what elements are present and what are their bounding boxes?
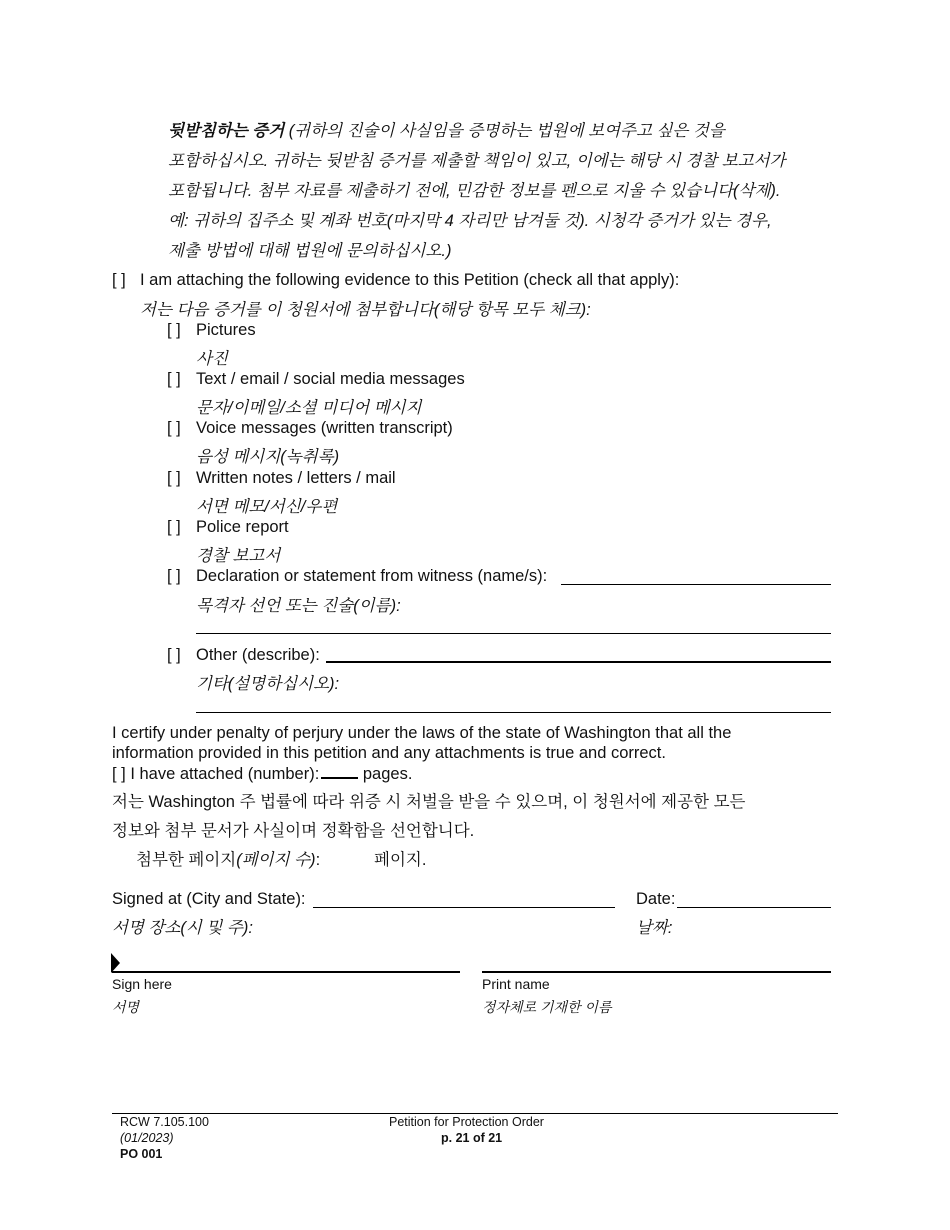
- witness-label: Declaration or statement from witness (name/s):: [196, 567, 548, 585]
- witness-name-field-line2[interactable]: [196, 633, 831, 634]
- written-notes-label: Written notes / letters / mail: [196, 469, 396, 487]
- sign-arrow-icon: [111, 953, 121, 973]
- attach-evidence-checkbox[interactable]: [ ]: [112, 271, 126, 289]
- police-report-label: Police report: [196, 518, 289, 536]
- police-report-checkbox[interactable]: [ ]: [167, 518, 181, 536]
- attach-evidence-label: I am attaching the following evidence to this Petition (check all that apply):: [140, 271, 680, 289]
- print-name-label: Print name: [482, 976, 550, 992]
- signed-at-label: Signed at (City and State):: [112, 890, 306, 908]
- date-label: Date:: [636, 890, 676, 908]
- pictures-label-ko: 사진: [196, 350, 228, 368]
- signed-at-label-ko: 서명 장소(시 및 주):: [112, 919, 253, 937]
- messages-label: Text / email / social media messages: [196, 370, 465, 388]
- certify-line1: I certify under penalty of perjury under the laws of the state of Washington that all the: [112, 724, 732, 742]
- signed-at-field[interactable]: [313, 907, 615, 908]
- witness-checkbox[interactable]: [ ]: [167, 567, 181, 585]
- other-describe-field[interactable]: [326, 661, 831, 663]
- evidence-intro-line1: 뒷받침하는 증거 (귀하의 진술이 사실임을 증명하는 법원에 보여주고 싶은 것을: [168, 122, 725, 140]
- evidence-intro-line4: 예: 귀하의 집주소 및 계좌 번호(마지막 4 자리만 남겨둘 것). 시청각 증거가 있는 경우,: [168, 212, 772, 230]
- other-describe-field-line2[interactable]: [196, 712, 831, 713]
- attach-evidence-label-ko: 저는 다음 증거를 이 청원서에 첨부합니다(해당 항목 모두 체크):: [140, 301, 591, 319]
- evidence-intro-line2: 포함하십시오. 귀하는 뒷받침 증거를 제출할 책임이 있고, 이에는 해당 시 경찰 보고서가: [168, 152, 786, 170]
- sign-here-label-ko: 서명: [112, 999, 140, 1015]
- print-name-label-ko: 정자체로 기재한 이름: [482, 999, 612, 1015]
- footer-page-number: p. 21 of 21: [441, 1131, 503, 1145]
- certify-ko-line1: 저는 Washington 주 법률에 따라 위증 시 처벌을 받을 수 있으며, 이 청원서에 제공한 모든: [112, 793, 746, 811]
- other-label: Other (describe):: [196, 646, 320, 664]
- other-checkbox[interactable]: [ ]: [167, 646, 181, 664]
- written-notes-label-ko: 서면 메모/서신/우편: [196, 498, 338, 516]
- voice-messages-label: Voice messages (written transcript): [196, 419, 453, 437]
- date-field[interactable]: [677, 907, 831, 908]
- witness-name-field[interactable]: [561, 584, 831, 585]
- other-label-ko: 기타(설명하십시오):: [196, 675, 340, 693]
- messages-checkbox[interactable]: [ ]: [167, 370, 181, 388]
- voice-messages-checkbox[interactable]: [ ]: [167, 419, 181, 437]
- evidence-intro-line5: 제출 방법에 대해 법원에 문의하십시오.): [168, 242, 452, 260]
- attached-pages-ko-label: 첨부한 페이지(페이지 수):: [136, 851, 321, 869]
- print-name-field[interactable]: [482, 971, 831, 973]
- footer-rcw: RCW 7.105.100: [120, 1115, 209, 1129]
- attached-pages-label: [ ] I have attached (number): pages.: [112, 765, 413, 783]
- voice-messages-label-ko: 음성 메시지(녹취록): [196, 448, 340, 466]
- pictures-label: Pictures: [196, 321, 256, 339]
- attached-pages-field[interactable]: [321, 763, 358, 779]
- certify-ko-line2: 정보와 첨부 문서가 사실이며 정확함을 선언합니다.: [112, 822, 475, 840]
- witness-label-ko: 목격자 선언 또는 진술(이름):: [196, 597, 401, 615]
- footer-title: Petition for Protection Order: [389, 1115, 544, 1129]
- messages-label-ko: 문자/이메일/소셜 미디어 메시지: [196, 399, 422, 417]
- written-notes-checkbox[interactable]: [ ]: [167, 469, 181, 487]
- certify-line2: information provided in this petition and any attachments is true and correct.: [112, 744, 666, 762]
- signature-field[interactable]: [112, 971, 460, 973]
- attached-pages-ko-suffix: 페이지.: [374, 851, 427, 869]
- footer-form-number: PO 001: [120, 1147, 163, 1161]
- date-label-ko: 날짜:: [636, 919, 673, 937]
- evidence-intro-title: 뒷받침하는 증거: [168, 122, 285, 140]
- police-report-label-ko: 경찰 보고서: [196, 547, 281, 565]
- footer-divider: [112, 1113, 838, 1114]
- pictures-checkbox[interactable]: [ ]: [167, 321, 181, 339]
- sign-here-label: Sign here: [112, 976, 172, 992]
- footer-revision: (01/2023): [120, 1131, 174, 1145]
- evidence-intro-line3: 포함됩니다. 첨부 자료를 제출하기 전에, 민감한 정보를 펜으로 지울 수 있습니다(삭제).: [168, 182, 781, 200]
